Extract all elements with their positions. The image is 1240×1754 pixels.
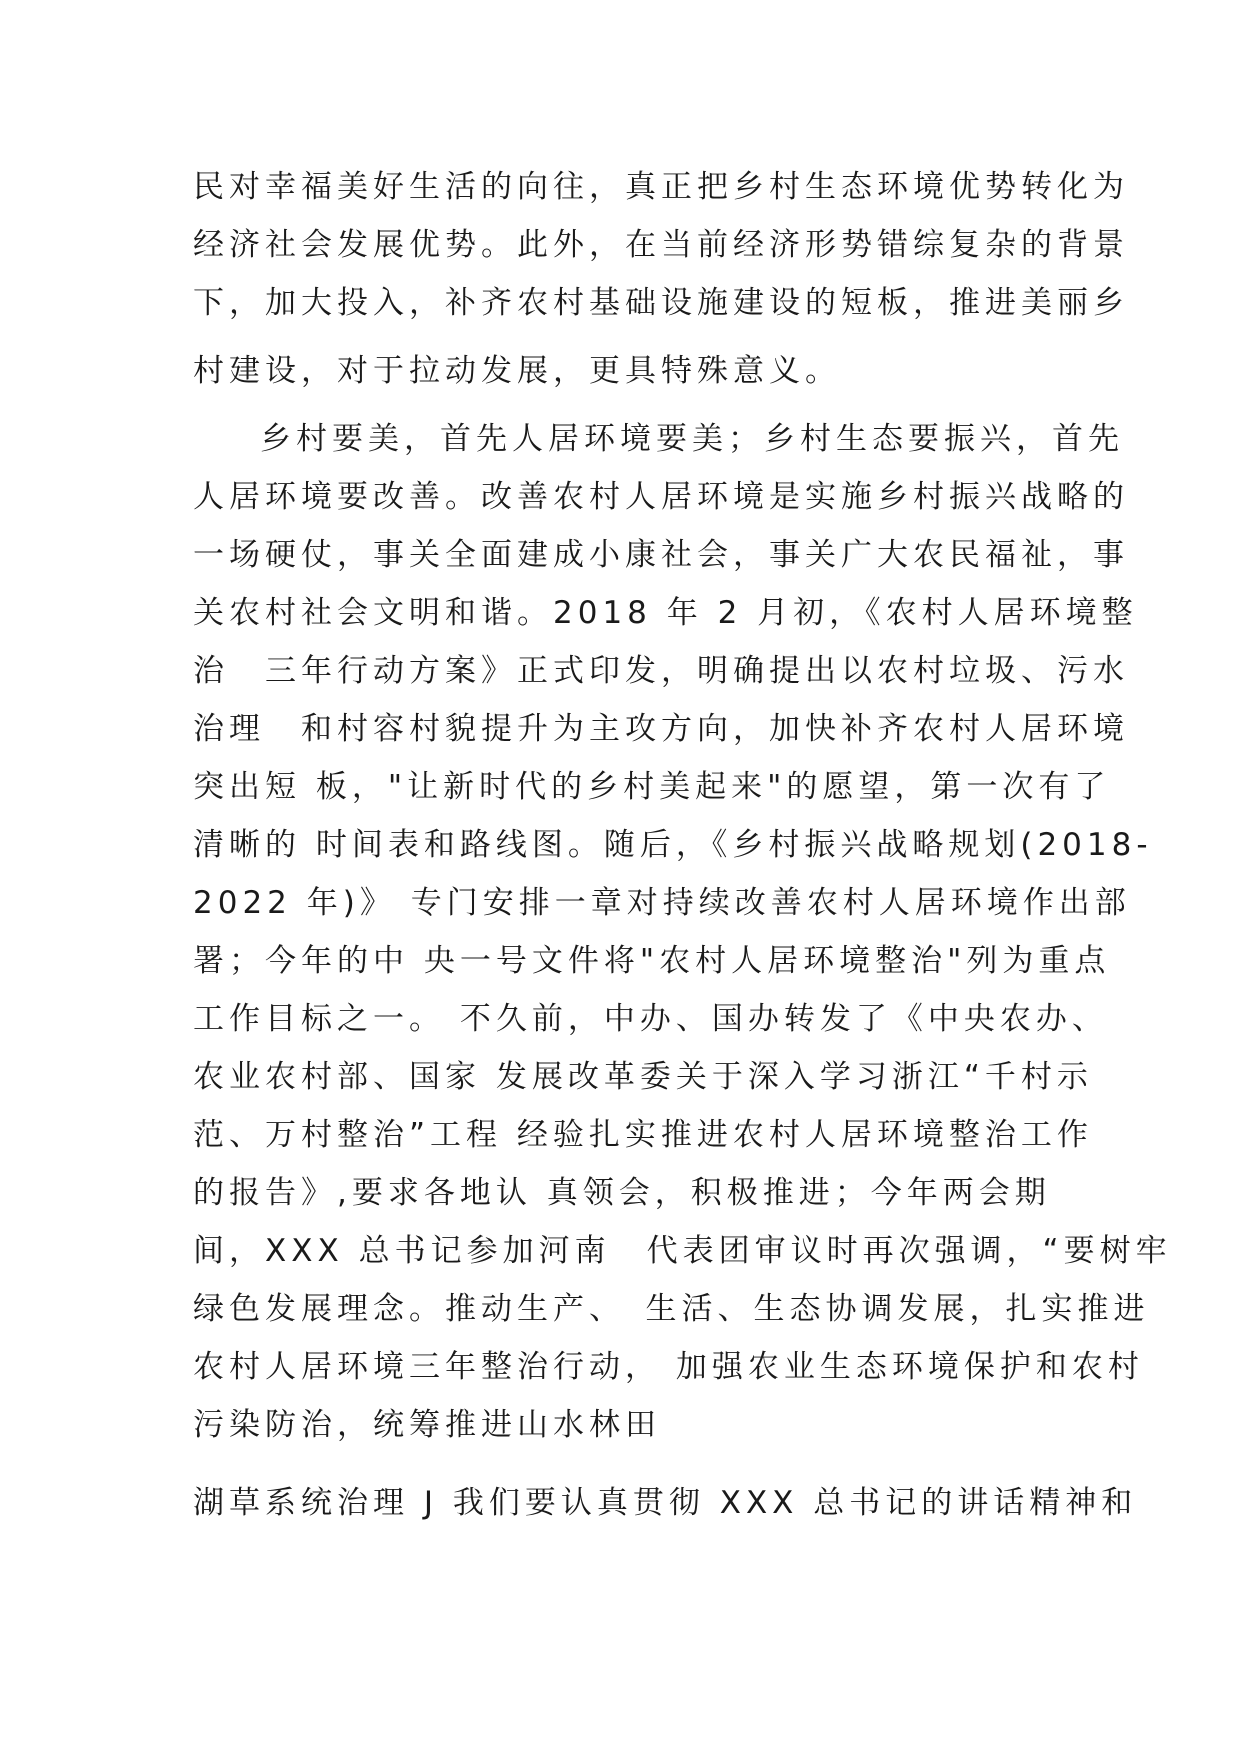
text-line-16: 农业农村部、国家 发展改革委关于深入学习浙江“千村示 [193,1059,1093,1095]
text-line-13: 2022 年)》 专门安排一章对持续改善农村人居环境作出部 [193,885,1131,921]
text-line-22: 污染防治，统筹推进山水林田 [193,1407,661,1443]
text-line-9: 治 三年行动方案》正式印发，明确提出以农村垃圾、污水 [193,653,1129,689]
text-line-17: 范、万村整治”工程 经验扎实推进农村人居环境整治工作 [193,1117,1093,1153]
text-line-4: 村建设，对于拉动发展，更具特殊意义。 [193,353,841,389]
text-line-8: 关农村社会文明和谐。2018 年 2 月初，《农村人居环境整 [193,595,1138,631]
text-line-23: 湖草系统治理 J 我们要认真贯彻 XXX 总书记的讲话精神和 [193,1485,1138,1521]
text-line-6: 人居环境要改善。改善农村人居环境是实施乡村振兴战略的 [193,479,1129,515]
text-line-1: 民对幸福美好生活的向往，真正把乡村生态环境优势转化为 [193,169,1129,205]
text-line-3: 下，加大投入，补齐农村基础设施建设的短板，推进美丽乡 [193,285,1129,321]
text-line-20: 绿色发展理念。推动生产、 生活、生态协调发展，扎实推进 [193,1291,1150,1327]
text-line-2: 经济社会发展优势。此外，在当前经济形势错综复杂的背景 [193,227,1129,263]
text-line-14: 署；今年的中 央一号文件将"农村人居环境整治"列为重点 [193,943,1111,979]
text-line-12: 清晰的 时间表和路线图。随后，《乡村振兴战略规划(2018- [193,827,1153,863]
text-line-5: 乡村要美，首先人居环境要美；乡村生态要振兴，首先 [260,421,1124,457]
text-line-11: 突出短 板，"让新时代的乡村美起来"的愿望，第一次有了 [193,769,1111,805]
text-line-15: 工作目标之一。 不久前，中办、国办转发了《中央农办、 [193,1001,1108,1037]
text-line-18: 的报告》,要求各地认 真领会，积极推进；今年两会期 [193,1175,1051,1211]
text-line-7: 一场硬仗，事关全面建成小康社会，事关广大农民福祉，事 [193,537,1129,573]
text-line-10: 治理 和村容村貌提升为主攻方向，加快补齐农村人居环境 [193,711,1129,747]
text-line-21: 农村人居环境三年整治行动， 加强农业生态环境保护和农村 [193,1349,1144,1385]
text-line-19: 间，XXX 总书记参加河南 代表团审议时再次强调，“要树牢 [193,1233,1172,1269]
